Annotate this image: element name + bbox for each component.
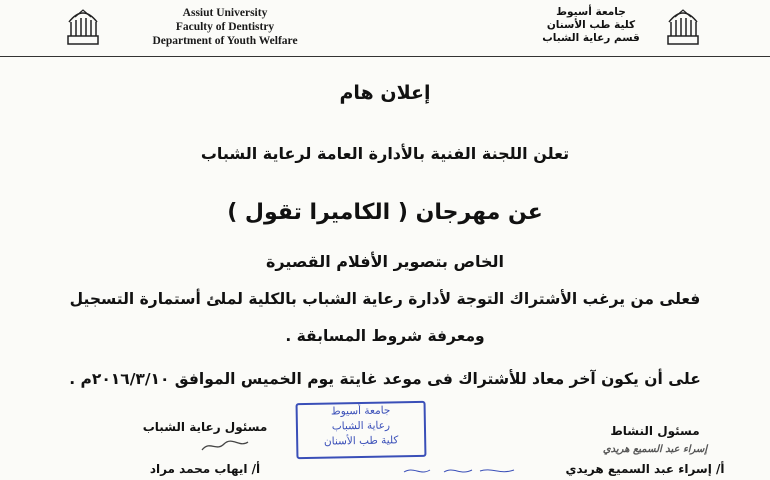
header-en-line: Faculty of Dentistry bbox=[175, 21, 275, 33]
official-stamp bbox=[296, 401, 427, 459]
header-ar-line: جامعة أسيوط bbox=[556, 6, 626, 18]
header-arabic bbox=[536, 6, 646, 45]
university-logo-left-icon bbox=[66, 6, 100, 46]
activity-officer-name: أ/ إسراء عبد السميع هريدي bbox=[565, 462, 725, 476]
handwritten-name-right: إسراء عبد السميع هريدي bbox=[602, 444, 708, 455]
festival-name: عن مهرجان ( الكاميرا تقول ) bbox=[227, 200, 543, 225]
stamp-line: جامعة أسيوط bbox=[330, 404, 391, 418]
header-english bbox=[130, 6, 320, 48]
university-logo-right-icon bbox=[666, 6, 700, 46]
intro-line: تعلن اللجنة الفنية بالأدارة العامة لرعاية الشباب bbox=[200, 144, 570, 163]
header-en-line: Assiut University bbox=[182, 7, 268, 19]
deadline-line: على أن يكون آخر معاد للأشتراك فى موعد غايتة يوم الخميس الموافق ٢٠١٦/٣/١٠م . bbox=[69, 370, 701, 388]
stamp-line: رعاية الشباب bbox=[331, 419, 391, 433]
header-ar-line: كلية طب الأسنان bbox=[546, 19, 636, 31]
youth-welfare-officer-name: أ/ ايهاب محمد مراد bbox=[149, 462, 261, 476]
header-ar-line: قسم رعاية الشباب bbox=[542, 32, 640, 44]
youth-welfare-officer-title: مسئول رعاية الشباب bbox=[142, 420, 268, 434]
announcement-title: إعلان هام bbox=[339, 82, 431, 104]
registration-line: فعلى من يرغب الأشتراك التوجة لأدارة رعاية الشباب بالكلية لملئ أستمارة التسجيل bbox=[69, 290, 701, 308]
stamp-line: كلية طب الأسنان bbox=[323, 434, 399, 448]
conditions-line: ومعرفة شروط المسابقة . bbox=[285, 327, 485, 345]
handwritten-note bbox=[400, 462, 520, 478]
handwritten-signature-left bbox=[200, 438, 250, 454]
festival-subtitle: الخاص بتصوير الأفلام القصيرة bbox=[265, 252, 504, 271]
header-en-line: Department of Youth Welfare bbox=[152, 35, 298, 47]
header-divider bbox=[0, 56, 770, 57]
activity-officer-title: مسئول النشاط bbox=[610, 424, 700, 438]
